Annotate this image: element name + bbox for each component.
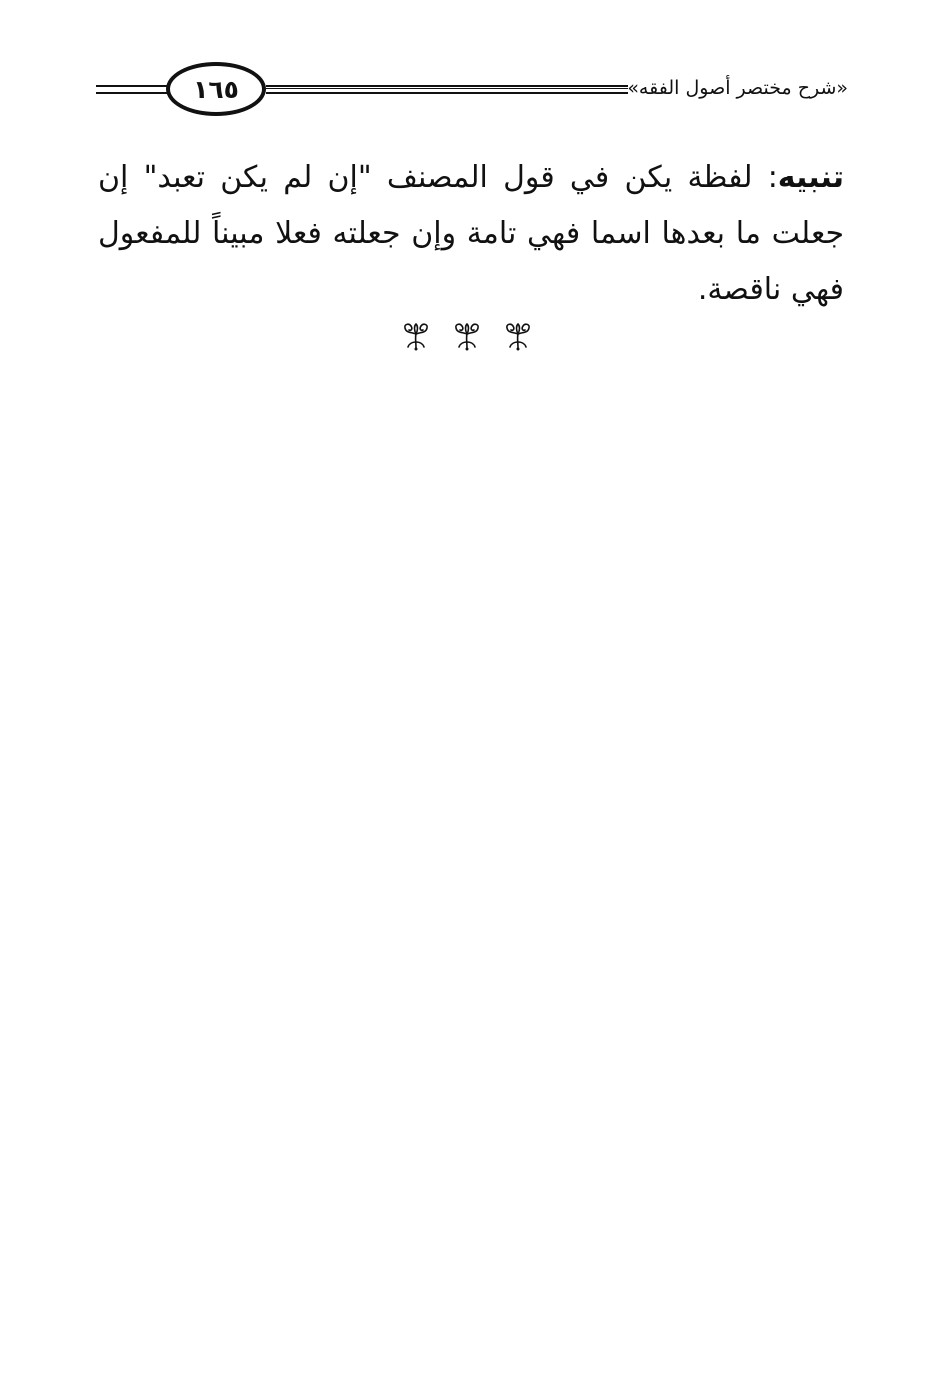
running-title: «شرح مختصر أصول الفقه»	[627, 77, 848, 99]
section-ornaments	[400, 318, 534, 354]
floral-ornament-icon	[400, 320, 432, 352]
note-text: : لفظة يكن في قول المصنف "إن لم يكن تعبد" إن جعلت ما بعدها اسما فهي تامة وإن جعلته فعلا مبيناً للمفعول فهي ناقصة.	[98, 160, 844, 307]
floral-ornament-icon	[502, 320, 534, 352]
note-label: تنبيه	[777, 160, 844, 195]
page-number: ١٦٥	[166, 62, 266, 116]
floral-ornament-icon	[451, 320, 483, 352]
header-rule-right	[266, 85, 628, 94]
header-rule-left	[96, 85, 176, 94]
body-paragraph	[98, 150, 844, 318]
page-header	[96, 60, 848, 120]
